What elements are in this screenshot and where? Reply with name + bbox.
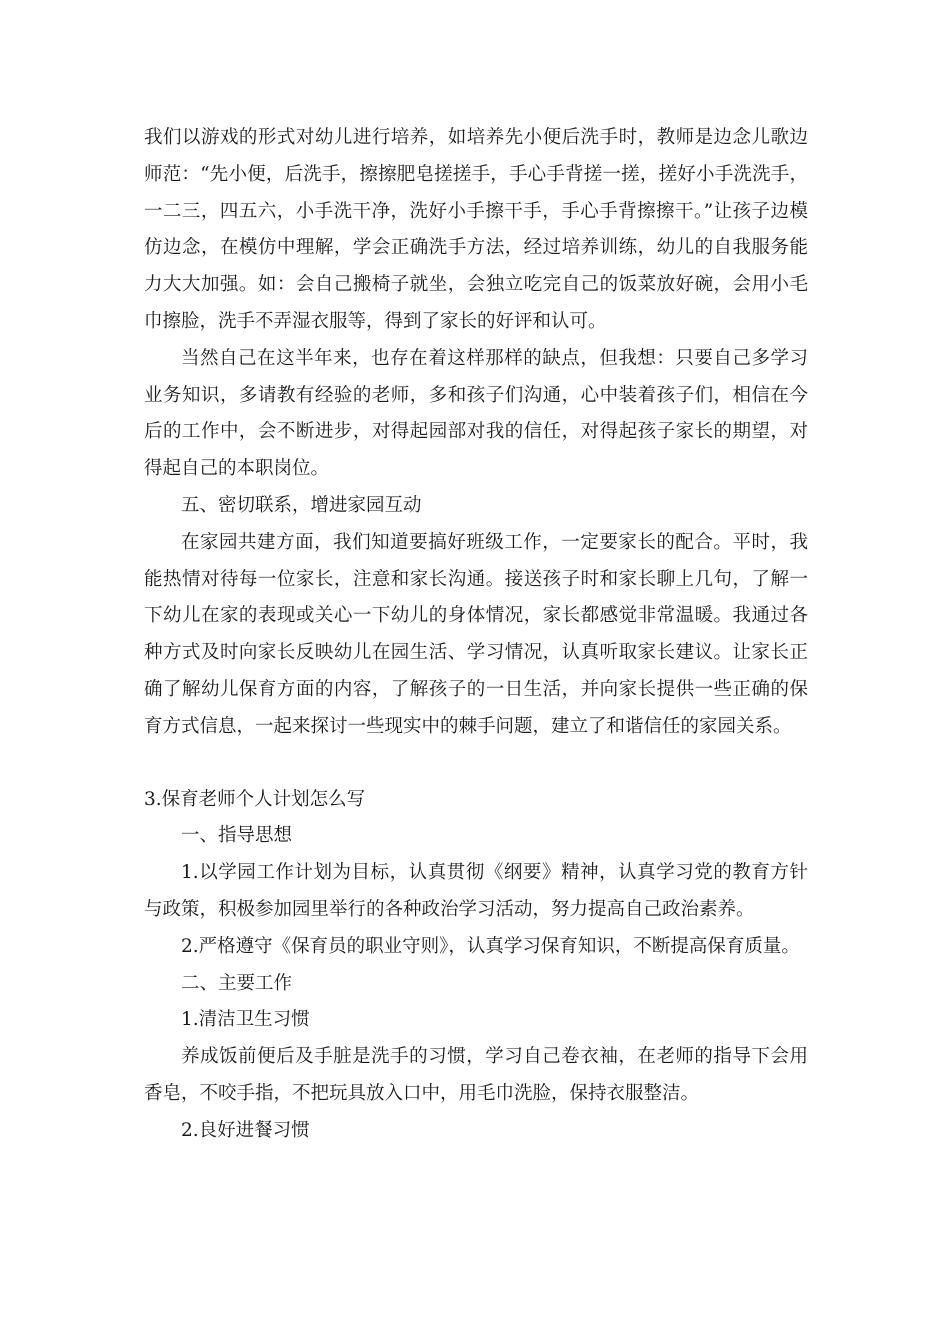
- subheading-hygiene-habits: 1.清洁卫生习惯: [181, 1009, 310, 1031]
- heading-home-school-contact: 五、密切联系，增进家园互动: [181, 494, 422, 516]
- section-title-personal-plan: 3.保育老师个人计划怎么写: [144, 788, 366, 810]
- paragraph-hygiene-habits: 养成饭前便后及手脏是洗手的习惯，学习自己卷衣袖，在老师的指导下会用香皂，不咬手指，不把玩具放入口中，用毛巾洗脸，保持衣服整洁。: [144, 1046, 808, 1104]
- heading-guiding-thought: 一、指导思想: [181, 825, 293, 847]
- paragraph-guiding-point-2: 2.严格遵守《保育员的职业守则》，认真学习保育知识，不断提高保育质量。: [181, 935, 800, 957]
- subheading-eating-habits: 2.良好进餐习惯: [181, 1119, 310, 1141]
- paragraph-guiding-point-1: 1.以学园工作计划为目标，认真贯彻《纲要》精神，认真学习党的教育方针与政策，积极参加园里举行的各种政治学习活动，努力提高自己政治素养。: [144, 862, 808, 920]
- document-body: [144, 120, 808, 1150]
- paragraph-hygiene-game: 我们以游戏的形式对幼儿进行培养，如培养先小便后洗手时，教师是边念儿歌边师范：“先小便，后洗手，擦擦肥皂搓搓手，手心手背搓一搓，搓好小手洗洗手，一二三，四五六，小手洗干净，洗好小手擦干手，手心手背擦擦干。”让孩子边模仿边念，在模仿中理解，学会正确洗手方法，经过培养训练，幼儿的自我服务能力大大加强。如：会自己搬椅子就坐，会独立吃完自己的饭菜放好碗，会用小毛巾擦脸，洗手不弄湿衣服等，得到了家长的好评和认可。: [144, 127, 808, 332]
- paragraph-self-reflection: 当然自己在这半年来，也存在着这样那样的缺点，但我想：只要自己多学习业务知识，多请教有经验的老师，多和孩子们沟通，心中装着孩子们，相信在今后的工作中，会不断进步，对得起园部对我的信任，对得起孩子家长的期望，对得起自己的本职岗位。: [144, 347, 808, 480]
- paragraph-home-school-cooperation: 在家园共建方面，我们知道要搞好班级工作，一定要家长的配合。平时，我能热情对待每一位家长，注意和家长沟通。接送孩子时和家长聊上几句，了解一下幼儿在家的表现或关心一下幼儿的身体情况，家长都感觉非常温暖。我通过各种方式及时向家长反映幼儿在园生活、学习情况，认真听取家长建议。让家长正确了解幼儿保育方面的内容，了解孩子的一日生活，并向家长提供一些正确的保育方式信息，一起来探讨一些现实中的棘手问题，建立了和谐信任的家园关系。: [144, 531, 808, 737]
- heading-main-work: 二、主要工作: [181, 972, 293, 994]
